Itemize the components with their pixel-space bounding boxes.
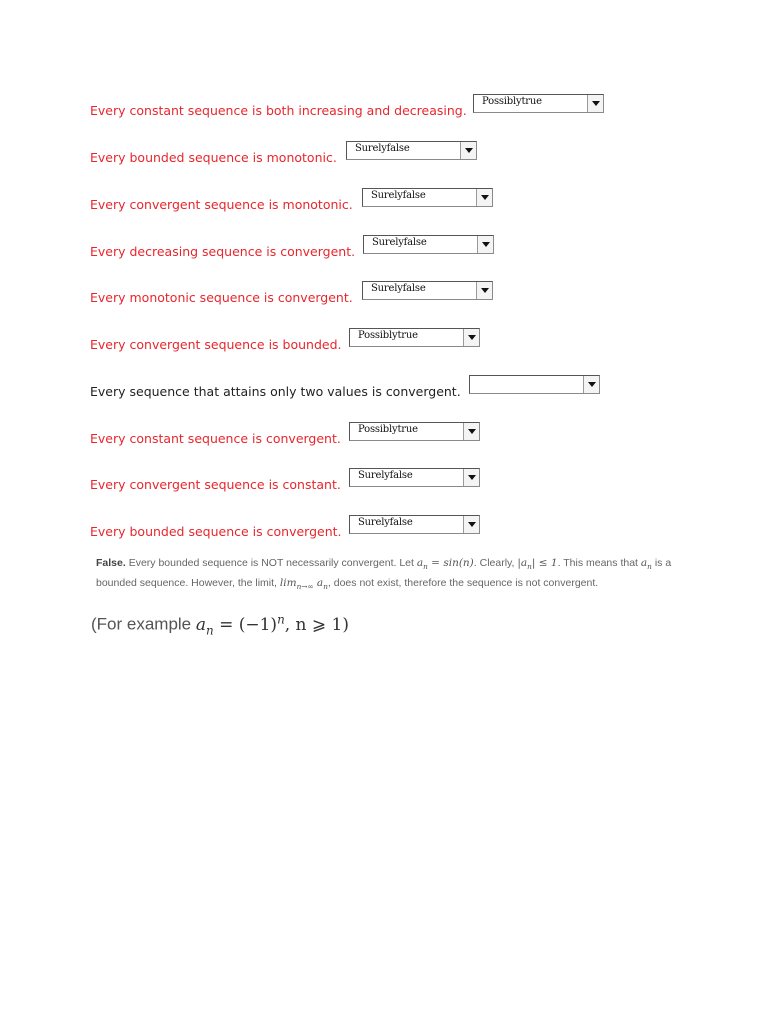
question-text: Every convergent sequence is monotonic. bbox=[90, 197, 353, 212]
false-label: False. bbox=[96, 557, 126, 569]
dropdown-button[interactable] bbox=[583, 376, 599, 393]
answer-dropdown[interactable] bbox=[349, 468, 480, 487]
example-prefix: (For example bbox=[91, 614, 196, 634]
answer-dropdown[interactable] bbox=[363, 235, 494, 254]
question-text: Every bounded sequence is monotonic. bbox=[90, 150, 337, 165]
dropdown-button[interactable] bbox=[460, 142, 476, 159]
math-symbol: |a bbox=[517, 557, 528, 569]
chevron-down-icon bbox=[468, 429, 476, 434]
dropdown-button[interactable] bbox=[477, 236, 493, 253]
answer-dropdown[interactable] bbox=[349, 328, 480, 347]
answer-value: Possiblytrue bbox=[482, 96, 542, 107]
math-symbol: a bbox=[195, 614, 207, 635]
explanation-part: . This means that bbox=[557, 557, 638, 569]
math-sup: n bbox=[277, 612, 285, 626]
question-text: Every constant sequence is convergent. bbox=[90, 431, 341, 446]
answer-dropdown[interactable] bbox=[346, 141, 477, 160]
math-symbol: a bbox=[416, 557, 424, 569]
answer-value: Surelyfalse bbox=[355, 143, 410, 154]
question-text: Every decreasing sequence is convergent. bbox=[90, 244, 356, 259]
dropdown-button[interactable] bbox=[463, 516, 479, 533]
question-text: Every bounded sequence is convergent. bbox=[90, 524, 342, 539]
answer-dropdown[interactable] bbox=[349, 422, 480, 441]
dropdown-button[interactable] bbox=[587, 95, 603, 112]
dropdown-button[interactable] bbox=[463, 329, 479, 346]
dropdown-button[interactable] bbox=[463, 423, 479, 440]
math-expression bbox=[517, 557, 558, 572]
answer-dropdown[interactable] bbox=[362, 188, 493, 207]
example-text bbox=[91, 612, 349, 637]
answer-value: Surelyfalse bbox=[371, 190, 426, 201]
math-sub: n bbox=[323, 582, 328, 592]
question-text: Every constant sequence is both increasing and decreasing. bbox=[90, 103, 467, 118]
math-rest: = (−1) bbox=[213, 614, 278, 635]
answer-value: Surelyfalse bbox=[358, 517, 413, 528]
dropdown-button[interactable] bbox=[463, 469, 479, 486]
answer-value: Possiblytrue bbox=[358, 330, 418, 341]
math-condition: , n ⩾ 1) bbox=[284, 614, 350, 635]
math-expression bbox=[640, 557, 652, 572]
math-symbol: lim bbox=[279, 577, 297, 590]
question-text: Every convergent sequence is constant. bbox=[90, 477, 341, 492]
explanation-part: Every bounded sequence is NOT necessarily convergent. Let bbox=[128, 557, 414, 569]
math-expression bbox=[416, 557, 474, 572]
math-expression bbox=[279, 577, 328, 592]
math-sub: n bbox=[647, 562, 652, 572]
answer-dropdown[interactable] bbox=[362, 281, 493, 300]
explanation-part: , does not exist, therefore the sequence is not convergent. bbox=[327, 577, 599, 590]
math-rest: a bbox=[313, 577, 324, 590]
chevron-down-icon bbox=[468, 522, 476, 527]
math-sub: n bbox=[527, 562, 532, 572]
question-text: Every monotonic sequence is convergent. bbox=[90, 290, 353, 305]
answer-dropdown[interactable] bbox=[473, 94, 604, 113]
answer-dropdown[interactable] bbox=[349, 515, 480, 534]
question-text: Every convergent sequence is bounded. bbox=[90, 337, 342, 352]
math-expression bbox=[195, 612, 350, 638]
explanation-text bbox=[96, 555, 686, 595]
dropdown-button[interactable] bbox=[476, 189, 492, 206]
chevron-down-icon bbox=[468, 335, 476, 340]
chevron-down-icon bbox=[588, 382, 596, 387]
answer-value: Surelyfalse bbox=[358, 470, 413, 481]
explanation-part: is a bounded sequence. However, the limit, bbox=[96, 557, 672, 590]
question-text: Every sequence that attains only two values is convergent. bbox=[90, 384, 461, 399]
math-sub: n bbox=[206, 623, 214, 638]
answer-value: Surelyfalse bbox=[372, 237, 427, 248]
chevron-down-icon bbox=[481, 195, 489, 200]
chevron-down-icon bbox=[481, 288, 489, 293]
chevron-down-icon bbox=[465, 148, 473, 153]
chevron-down-icon bbox=[592, 101, 600, 106]
math-symbol: a bbox=[640, 557, 648, 569]
chevron-down-icon bbox=[482, 242, 490, 247]
answer-value: Possiblytrue bbox=[358, 424, 418, 435]
explanation-part: . Clearly, bbox=[473, 557, 515, 569]
math-rest: = sin(n) bbox=[427, 557, 474, 569]
answer-dropdown[interactable] bbox=[469, 375, 600, 394]
math-sub: n→∞ bbox=[296, 582, 314, 592]
answer-value: Surelyfalse bbox=[371, 283, 426, 294]
dropdown-button[interactable] bbox=[476, 282, 492, 299]
chevron-down-icon bbox=[468, 475, 476, 480]
math-rest: | ≤ 1 bbox=[531, 557, 558, 569]
math-sub: n bbox=[423, 562, 428, 572]
